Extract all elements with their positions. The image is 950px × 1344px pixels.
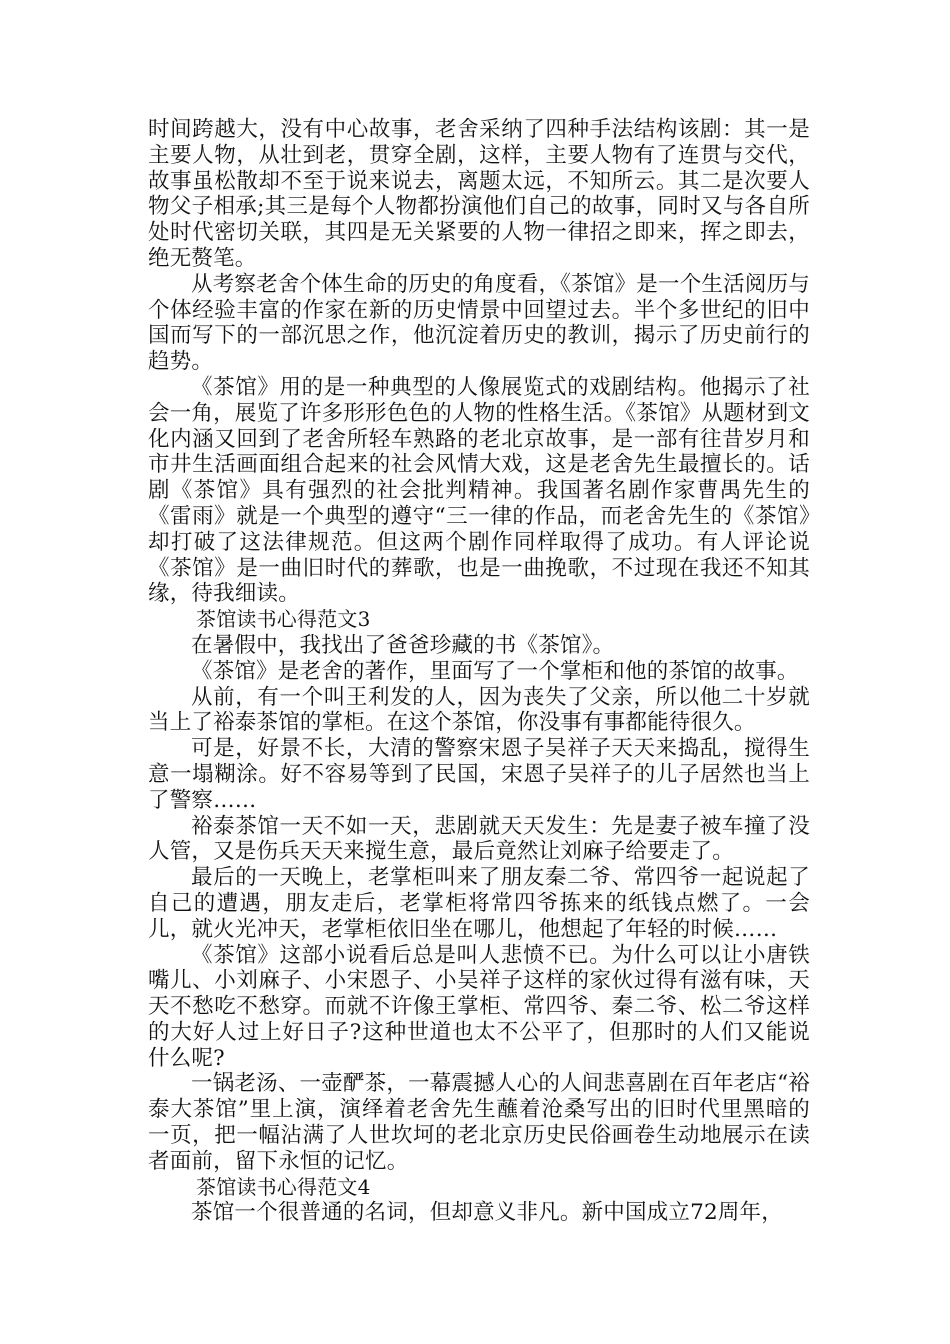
- section-heading: 茶馆读书心得范文4: [196, 1174, 371, 1199]
- paragraph: 最后的一天晚上，老掌柜叫来了朋友秦二爷、常四爷一起说起了自己的遭遇，朋友走后，老掌柜将常四爷拣来的纸钱点燃了。一会儿，就火光冲天，老掌柜依旧坐在哪儿，他想起了年轻的时候……: [148, 865, 810, 942]
- paragraph: 可是，好景不长，大清的警察宋恩子吴祥子天天来捣乱，搅得生意一塌糊涂。好不容易等到了民国，宋恩子吴祥子的儿子居然也当上了警察……: [148, 736, 810, 813]
- paragraph: 《茶馆》是老舍的著作，里面写了一个掌柜和他的茶馆的故事。: [191, 658, 799, 684]
- document-body: [148, 117, 810, 1226]
- paragraph: 一锅老汤、一壶酽茶，一幕震撼人心的人间悲喜剧在百年老店“裕泰大茶馆”里上演，演绎着老舍先生蘸着沧桑写出的旧时代里黑暗的一页，把一幅沾满了人世坎坷的老北京历史民俗画卷生动地展示在读者面前，留下永恒的记忆。: [148, 1071, 810, 1174]
- section-heading: 茶馆读书心得范文3: [196, 607, 371, 632]
- paragraph: 裕泰茶馆一天不如一天，悲剧就天天发生：先是妻子被车撞了没人管，又是伤兵天天来搅生意，最后竟然让刘麻子给要走了。: [148, 813, 810, 865]
- paragraph: 时间跨越大，没有中心故事，老舍采纳了四种手法结构该剧：其一是主要人物，从壮到老，贯穿全剧，这样，主要人物有了连贯与交代，故事虽松散却不至于说来说去，离题太远，不知所云。其二是次要人物父子相承;其三是每个人物都扮演他们自己的故事，同时又与各自所处时代密切关联，其四是无关紧要的人物一律招之即来，挥之即去，绝无赘笔。: [148, 117, 810, 271]
- paragraph: 在暑假中，我找出了爸爸珍藏的书《茶馆》。: [191, 632, 615, 658]
- paragraph: 茶馆一个很普通的名词，但却意义非凡。新中国成立72周年，: [191, 1200, 783, 1226]
- paragraph: 从考察老舍个体生命的历史的角度看，《茶馆》是一个生活阅历与个体经验丰富的作家在新的历史情景中回望过去。半个多世纪的旧中国而写下的一部沉思之作，他沉淀着历史的教训，揭示了历史前行的趋势。: [148, 271, 810, 375]
- paragraph: 《茶馆》用的是一种典型的人像展览式的戏剧结构。他揭示了社会一角，展览了许多形形色色的人物的性格生活。《茶馆》从题材到文化内涵又回到了老舍所轻车熟路的老北京故事，是一部有往昔岁月和市井生活画面组合起来的社会风情大戏，这是老舍先生最擅长的。话剧《茶馆》具有强烈的社会批判精神。我国著名剧作家曹禺先生的《雷雨》就是一个典型的遵守“三一律的作品，而老舍先生的《茶馆》却打破了这法律规范。但这两个剧作同样取得了成功。有人评论说《茶馆》是一曲旧时代的葬歌，也是一曲挽歌，不过现在我还不知其缘，待我细读。: [148, 374, 810, 607]
- paragraph: 从前，有一个叫王利发的人，因为丧失了父亲，所以他二十岁就当上了裕泰茶馆的掌柜。在这个茶馆，你没事有事都能待很久。: [148, 684, 810, 736]
- paragraph: 《茶馆》这部小说看后总是叫人悲愤不已。为什么可以让小唐铁嘴儿、小刘麻子、小宋恩子、小吴祥子这样的家伙过得有滋有味，天天不愁吃不愁穿。而就不许像王掌柜、常四爷、秦二爷、松二爷这样的大好人过上好日子?这种世道也太不公平了，但那时的人们又能说什么呢?: [148, 942, 810, 1071]
